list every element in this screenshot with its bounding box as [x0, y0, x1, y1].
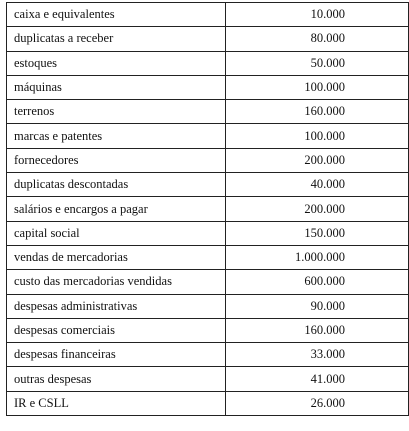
account-name-cell: terrenos — [7, 100, 226, 124]
table-row — [7, 391, 409, 415]
account-name-cell: IR e CSLL — [7, 391, 226, 415]
account-value-cell: 50.000 — [226, 51, 409, 75]
table-row — [7, 197, 409, 221]
account-name-cell: capital social — [7, 221, 226, 245]
account-name-cell: despesas administrativas — [7, 294, 226, 318]
accounts-table-container — [6, 2, 408, 416]
table-row — [7, 221, 409, 245]
account-name-cell: fornecedores — [7, 148, 226, 172]
account-value-cell: 10.000 — [226, 3, 409, 27]
table-row — [7, 245, 409, 269]
account-name-cell: custo das mercadorias vendidas — [7, 270, 226, 294]
accounts-table — [6, 2, 409, 416]
accounts-table-body — [7, 3, 409, 416]
table-row — [7, 27, 409, 51]
table-row — [7, 270, 409, 294]
account-value-cell: 100.000 — [226, 124, 409, 148]
account-name-cell: vendas de mercadorias — [7, 245, 226, 269]
account-value-cell: 90.000 — [226, 294, 409, 318]
account-name-cell: duplicatas a receber — [7, 27, 226, 51]
account-value-cell: 41.000 — [226, 367, 409, 391]
table-row — [7, 100, 409, 124]
account-name-cell: caixa e equivalentes — [7, 3, 226, 27]
account-value-cell: 80.000 — [226, 27, 409, 51]
account-name-cell: duplicatas descontadas — [7, 173, 226, 197]
table-row — [7, 51, 409, 75]
account-value-cell: 200.000 — [226, 197, 409, 221]
table-row — [7, 343, 409, 367]
account-name-cell: estoques — [7, 51, 226, 75]
account-name-cell: máquinas — [7, 75, 226, 99]
account-value-cell: 150.000 — [226, 221, 409, 245]
table-row — [7, 124, 409, 148]
account-value-cell: 26.000 — [226, 391, 409, 415]
table-row — [7, 3, 409, 27]
account-value-cell: 40.000 — [226, 173, 409, 197]
account-value-cell: 1.000.000 — [226, 245, 409, 269]
account-name-cell: marcas e patentes — [7, 124, 226, 148]
account-name-cell: outras despesas — [7, 367, 226, 391]
account-name-cell: despesas financeiras — [7, 343, 226, 367]
account-name-cell: salários e encargos a pagar — [7, 197, 226, 221]
account-value-cell: 200.000 — [226, 148, 409, 172]
table-row — [7, 294, 409, 318]
table-row — [7, 148, 409, 172]
account-value-cell: 33.000 — [226, 343, 409, 367]
table-row — [7, 367, 409, 391]
account-value-cell: 160.000 — [226, 318, 409, 342]
table-row — [7, 75, 409, 99]
table-row — [7, 318, 409, 342]
account-value-cell: 600.000 — [226, 270, 409, 294]
account-value-cell: 160.000 — [226, 100, 409, 124]
account-value-cell: 100.000 — [226, 75, 409, 99]
account-name-cell: despesas comerciais — [7, 318, 226, 342]
table-row — [7, 173, 409, 197]
